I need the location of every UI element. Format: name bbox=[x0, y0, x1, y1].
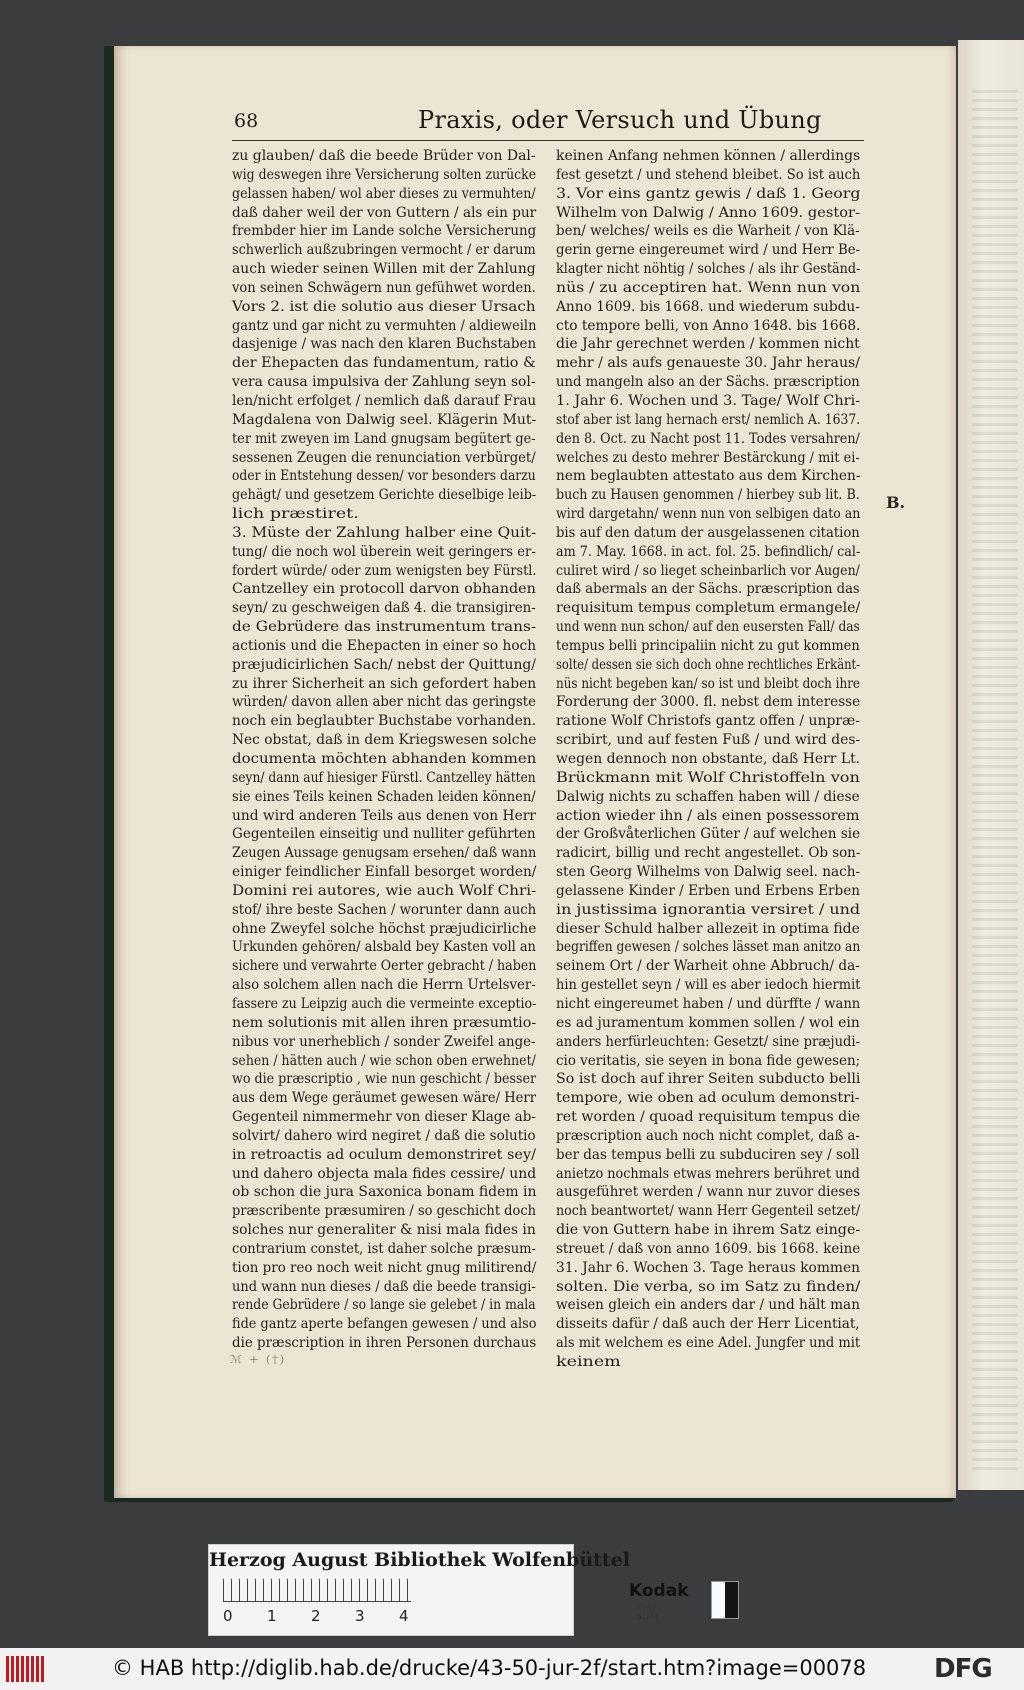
text-line: die Jahr gerechnet werden / kommen nicht bbox=[556, 336, 860, 353]
text-line: klagter nicht nöhtig / solches / als ihr Geständ- bbox=[556, 261, 861, 278]
text-line: 3. Vor eins gantz gewis / daß 1. Georg bbox=[556, 185, 861, 202]
text-line: ratione Wolf Christofs gantz offen / unpræ- bbox=[556, 713, 860, 730]
text-line: actionis und die Ehepacten in einer so hoch bbox=[232, 637, 537, 654]
bottom-marks: ℳ + (†) bbox=[230, 1353, 287, 1366]
text-line: documenta möchten abhanden kommen bbox=[232, 751, 537, 767]
text-line: Urkunden gehören/ alsbald bey Kasten voll an bbox=[232, 939, 536, 956]
text-line: gehägt/ und gesetzem Gerichte dieselbige leib- bbox=[232, 487, 537, 504]
text-line: solten. Die verba, so im Satz zu finden/ bbox=[556, 1278, 861, 1295]
ruler-number: 4 bbox=[399, 1607, 409, 1625]
text-line: noch ein beglaubter Buchstabe vorhanden. bbox=[232, 713, 537, 730]
text-line: gantz und gar nicht zu vermuhten / aldieweiln bbox=[232, 317, 537, 334]
ruler-number: 1 bbox=[267, 1607, 277, 1625]
text-line: disseits dafür / daß auch der Herr Licentiat, bbox=[556, 1316, 860, 1333]
text-line: tempore, wie oben ad oculum demonstri- bbox=[556, 1090, 860, 1107]
kodak-logo: Kodak bbox=[629, 1581, 689, 1601]
text-line: der Ehepacten das fundamentum, ratio & bbox=[232, 355, 536, 372]
text-line: ter mit zweyen im Land gnugsam begütert ge- bbox=[232, 430, 536, 447]
text-line: buch zu Hausen genommen / hierbey sub lit. B. bbox=[556, 487, 860, 504]
text-line: mehr / als aufs genaueste 30. Jahr heraus/ bbox=[556, 355, 861, 372]
text-line: rende Gebrüdere / so lange sie gelebet / in mala bbox=[232, 1297, 536, 1314]
text-line: nüs nicht begeben kan/ so ist und bleibt doch ihre bbox=[556, 675, 860, 692]
text-line: præscribente præsumiren / so geschicht doch bbox=[232, 1203, 537, 1220]
text-line: hin gestellet seyn / will es aber iedoch hiermit bbox=[556, 977, 861, 994]
text-line: aus dem Wege geräumet gewesen wäre/ Herr bbox=[232, 1090, 536, 1107]
text-line: in justissima ignorantia versiret / und bbox=[556, 901, 861, 918]
text-line: keinem bbox=[556, 1354, 621, 1370]
text-line: lich præstiret. bbox=[232, 506, 359, 523]
text-line: als mit welchem es eine Adel. Jungfer und mit bbox=[556, 1335, 861, 1352]
text-line: ber das tempus belli zu subduciren sey / soll bbox=[556, 1146, 860, 1163]
text-line: ohne Zweyfel solche höchst præjudicirliche bbox=[232, 920, 537, 937]
text-line: anietzo nochmals etwas mehrers berühret und bbox=[556, 1165, 860, 1182]
text-line: sten Georg Wilhelms von Dalwig seel. nach- bbox=[556, 864, 861, 881]
text-line: nem solutionis mit allen ihren præsumtio- bbox=[232, 1014, 537, 1031]
text-line: also solchem allen nach die Herrn Urtelsver- bbox=[232, 977, 536, 994]
text-line: wig deswegen ihre Versicherung solten zurücke bbox=[232, 166, 537, 183]
text-line: begriffen gewesen / solches lässet man anitzo an bbox=[556, 939, 861, 956]
kodak-subtitle: Gray Scale bbox=[637, 1603, 659, 1621]
text-line: seyn/ dann auf hiesiger Fürstl. Cantzelley hätten bbox=[232, 769, 536, 786]
gray-scale-patch bbox=[711, 1581, 739, 1619]
dfg-logo: DFG bbox=[934, 1654, 992, 1684]
text-line: 3. Müste der Zahlung halber eine Quit- bbox=[232, 524, 537, 541]
text-line: 1. Jahr 6. Wochen und 3. Tage/ Wolf Chri- bbox=[556, 392, 861, 409]
text-line: cio veritatis, sie seyen in bona fide gewesen; bbox=[556, 1052, 861, 1069]
text-line: wird dargetahn/ wenn nun von selbigen dato an bbox=[556, 506, 861, 523]
text-line: Gegenteil nimmermehr von dieser Klage ab- bbox=[232, 1109, 536, 1126]
library-name: Herzog August Bibliothek Wolfenbüttel bbox=[209, 1549, 630, 1571]
text-line: action wieder ihn / als einen possessorem bbox=[556, 807, 860, 824]
text-line: stof aber ist lang hernach erst/ nemlich A. 1637. bbox=[556, 411, 861, 428]
text-line: Vors 2. ist die solutio aus dieser Ursach bbox=[232, 298, 536, 315]
text-line: daß daher weil der von Guttern / als ein pur bbox=[232, 204, 537, 221]
text-line: keinen Anfang nehmen können / allerdings bbox=[556, 148, 861, 164]
text-line: und mangeln also an der Sächs. præscription bbox=[556, 374, 860, 391]
text-line: zu glauben/ daß die beede Brüder von Dal- bbox=[232, 148, 536, 164]
text-line: So ist doch auf ihrer Seiten subducto belli bbox=[556, 1071, 861, 1088]
text-line: nem beglaubten attestato aus dem Kirchen- bbox=[556, 468, 861, 485]
ruler-number: 2 bbox=[311, 1607, 321, 1625]
text-line: frembder hier im Lande solche Versicherung bbox=[232, 223, 537, 240]
text-line: solte/ dessen sie sich doch ohne rechtliches Erkänt- bbox=[556, 656, 861, 673]
text-line: Domini rei autores, wie auch Wolf Chri- bbox=[232, 882, 537, 899]
text-line: fide gantz aperte befangen gewesen / und also bbox=[232, 1316, 537, 1333]
text-line: Brückmann mit Wolf Christoffeln von bbox=[556, 769, 860, 786]
text-line: bis auf den datum der ausgelassenen citation bbox=[556, 524, 860, 541]
text-line: requisitum tempus completum ermangele/ bbox=[556, 600, 861, 617]
text-line: ob schon die jura Saxonica bonam fidem in bbox=[232, 1184, 537, 1201]
text-line: tempus belli principaliin nicht zu gut kommen bbox=[556, 637, 860, 654]
footer-bar bbox=[0, 1648, 1024, 1690]
page-number: 68 bbox=[234, 110, 259, 132]
text-line: Cantzelley ein protocoll darvon obhanden bbox=[232, 581, 536, 598]
text-line: streuet / daß von anno 1609. bis 1668. keine bbox=[556, 1240, 861, 1257]
text-line: den 8. Oct. zu Nacht post 11. Todes versahren/ bbox=[556, 430, 860, 447]
text-line: ret worden / quoad requisitum tempus die bbox=[556, 1109, 861, 1126]
text-line: gelassene Kinder / Erben und Erbens Erben bbox=[556, 882, 861, 899]
ruler-ticks bbox=[223, 1579, 411, 1602]
text-line: radicirt, billig und recht angestellet. Ob son- bbox=[556, 845, 861, 862]
text-line: und wann nun dieses / daß die beede transigi- bbox=[232, 1278, 536, 1295]
text-line: solvirt/ dahero wird negiret / daß die solutio bbox=[232, 1127, 536, 1144]
text-line: gerin gerne eingereumet wird / und Herr Be- bbox=[556, 242, 861, 259]
right-text-column bbox=[556, 147, 860, 1372]
text-line: Wilhelm von Dalwig / Anno 1609. gestor- bbox=[556, 204, 860, 221]
ruler-number: 0 bbox=[223, 1607, 233, 1625]
text-line: sichere und verwahrte Oerter gebracht / haben bbox=[232, 958, 537, 975]
text-line: und dahero objecta mala fides cessire/ und bbox=[232, 1165, 537, 1182]
text-line: fest gesetzt / und stehend bleibet. So ist auch bbox=[556, 166, 861, 183]
text-line: sehen / hätten auch / wie schon oben erwehnet/ bbox=[232, 1052, 536, 1069]
text-line: Anno 1609. bis 1668. und wiederum subdu- bbox=[556, 298, 860, 315]
text-line: culiret wird / so lieget scheinbarlich vor Augen/ bbox=[556, 562, 860, 579]
text-line: zu ihrer Sicherheit an sich gefordert haben bbox=[232, 675, 537, 692]
text-line: len/nicht erfolget / nemlich daß darauf Frau bbox=[232, 392, 537, 409]
text-line: es ad juramentum kommen sollen / wol ein bbox=[556, 1014, 860, 1031]
text-line: schwerlich außzubringen vermocht / er darum bbox=[232, 242, 536, 259]
text-line: tung/ die noch wol überein weit geringers er- bbox=[232, 543, 536, 560]
text-line: vera causa impulsiva der Zahlung seyn sol- bbox=[232, 374, 536, 391]
text-line: würden/ davon allen aber nicht das geringste bbox=[232, 694, 536, 711]
ruler-number: 3 bbox=[355, 1607, 365, 1625]
text-line: solches nur generaliter & nisi mala fides in bbox=[232, 1222, 536, 1239]
text-line: und wird anderen Teils aus denen von Herr bbox=[232, 807, 536, 824]
text-line: nüs / zu acceptiren hat. Wenn nun von bbox=[556, 279, 861, 296]
text-line: der Großvåterlichen Güter / auf welchen sie bbox=[556, 826, 861, 843]
footer-citation-link[interactable]: © HAB http://diglib.hab.de/drucke/43-50-jur-2f/start.htm?image=00078 bbox=[112, 1656, 867, 1680]
text-line: anders herfürleuchten: Gesetzt/ sine præjudi- bbox=[556, 1033, 861, 1050]
text-line: 31. Jahr 6. Wochen 3. Tage heraus kommen bbox=[556, 1259, 860, 1276]
text-line: nicht eingereumet haben / und dürffte / wann bbox=[556, 995, 861, 1012]
text-line: dasjenige / was nach den klaren Buchstaben bbox=[232, 336, 537, 353]
text-line: weisen gleich ein anders dar / und hält man bbox=[556, 1297, 860, 1314]
text-line: Zeugen Aussage genugsam ersehen/ daß wann bbox=[232, 845, 537, 862]
text-line: Forderung der 3000. fl. nebst dem interesse bbox=[556, 694, 861, 711]
text-line: daß abermals an der Sächs. præscription das bbox=[556, 581, 860, 598]
text-line: wegen dennoch non obstante, daß Herr Lt. bbox=[556, 751, 861, 767]
text-line: und wenn nun schon/ auf den eusersten Fall/ das bbox=[556, 619, 860, 636]
text-line: wo die præscriptio , wie nun geschicht / besser bbox=[232, 1071, 537, 1088]
text-line: nibus vor unerheblich / sonder Zweifel ange- bbox=[232, 1033, 536, 1050]
text-line: de Gebrüdere das instrumentum trans- bbox=[232, 619, 537, 636]
header-rule bbox=[232, 140, 864, 141]
left-text-column bbox=[232, 147, 536, 1353]
running-head: Praxis, oder Versuch und Übung bbox=[418, 106, 822, 134]
text-line: Magdalena von Dalwig seel. Klägerin Mut- bbox=[232, 411, 537, 428]
text-line: in retroactis ad oculum demonstriret sey/ bbox=[232, 1146, 536, 1163]
text-line: auch wieder seinen Willen mit der Zahlung bbox=[232, 261, 536, 278]
text-line: contrarium constet, ist daher solche præsum- bbox=[232, 1240, 536, 1257]
text-line: cto tempore belli, von Anno 1648. bis 1668. bbox=[556, 317, 861, 334]
text-line: dieser Schuld halber allezeit in optima fide bbox=[556, 920, 860, 937]
text-line: oder in Entstehung dessen/ vor besonders darzu bbox=[232, 468, 536, 485]
ruler-numbers bbox=[223, 1607, 423, 1627]
text-line: fordert würde/ oder zum wenigsten bey Fürstl. bbox=[232, 562, 537, 579]
color-scale-ruler bbox=[208, 1544, 689, 1636]
text-line: sessenen Zeugen die renunciation verbürget/ bbox=[232, 449, 536, 466]
text-line: ben/ welches/ weils es die Warheit / von Klä- bbox=[556, 223, 860, 240]
text-line: stof/ ihre beste Sachen / worunter dann auch bbox=[232, 901, 537, 918]
text-line: welches zu desto mehrer Bestärckung / mit ei- bbox=[556, 449, 860, 466]
text-line: die præscription in ihren Personen durchaus bbox=[232, 1335, 537, 1352]
margin-note: B. bbox=[886, 493, 906, 512]
text-line: præscription auch noch nicht complet, daß a- bbox=[556, 1127, 860, 1144]
text-line: von seinen Schwägern nun gefühwet worden. bbox=[232, 279, 536, 296]
text-line: sie eines Teils keinen Schaden leiden können/ bbox=[232, 788, 536, 805]
text-line: gelassen haben/ wol aber dieses zu vermuhten/ bbox=[232, 185, 536, 202]
text-line: Nec obstat, daß in dem Kriegswesen solche bbox=[232, 732, 537, 749]
text-line: fassere zu Leipzig auch die vermeinte exceptio- bbox=[232, 995, 537, 1012]
text-line: scribirt, und auf festen Fuß / und wird des- bbox=[556, 732, 861, 749]
facing-page-text-texture bbox=[972, 90, 1018, 1470]
hab-logo-icon bbox=[6, 1656, 46, 1682]
text-line: noch beantwortet/ wann Herr Gegenteil setzet/ bbox=[556, 1203, 861, 1220]
text-line: ausgeführet werden / wann nur zuvor dieses bbox=[556, 1184, 861, 1201]
text-line: præjudicirlichen Sach/ nebst der Quittung/ bbox=[232, 656, 536, 673]
text-line: seyn/ zu geschweigen daß 4. die transigiren- bbox=[232, 600, 536, 617]
text-line: Gegenteilen einseitig und nulliter geführten bbox=[232, 826, 536, 843]
text-line: tion pro reo noch weit nicht gnug militirend/ bbox=[232, 1259, 537, 1276]
text-line: die von Guttern habe in ihrem Satz einge- bbox=[556, 1222, 861, 1239]
text-line: am 7. May. 1668. in act. fol. 25. befindlich/ cal- bbox=[556, 543, 861, 560]
text-line: Dalwig nichts zu schaffen haben will / diese bbox=[556, 788, 860, 805]
text-line: seinem Ort / der Warheit ohne Abbruch/ da- bbox=[556, 958, 860, 975]
text-line: einiger feindlicher Einfall besorget worden/ bbox=[232, 864, 537, 881]
